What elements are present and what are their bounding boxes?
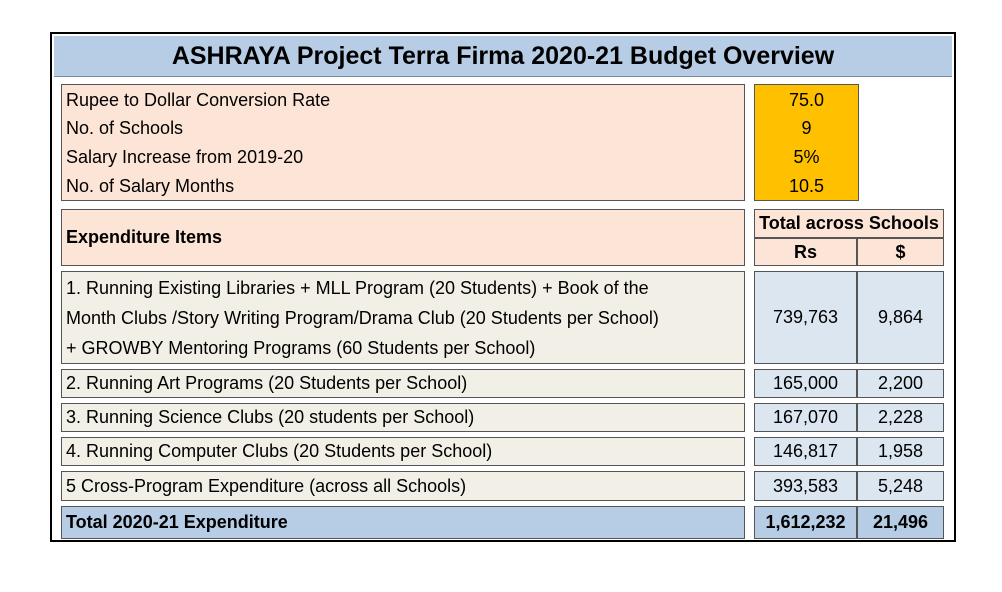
total-rs: 1,612,232 bbox=[754, 506, 857, 539]
row-1-rs: 739,763 bbox=[754, 271, 857, 364]
row-4-usd: 1,958 bbox=[857, 437, 944, 466]
param-value-salary-increase: 5% bbox=[793, 147, 820, 167]
table-title: ASHRAYA Project Terra Firma 2020-21 Budget Overview bbox=[54, 36, 952, 77]
param-label-conversion-rate: Rupee to Dollar Conversion Rate bbox=[66, 90, 331, 110]
parameters-values bbox=[754, 84, 859, 201]
param-label-salary-months: No. of Salary Months bbox=[66, 176, 235, 196]
row-1-label-line-2: Month Clubs /Story Writing Program/Drama Club (20 Students per School) bbox=[66, 307, 659, 328]
budget-table bbox=[50, 32, 956, 542]
row-2-label: 2. Running Art Programs (20 Students per School) bbox=[61, 369, 745, 398]
expenditure-items-header: Expenditure Items bbox=[61, 209, 745, 266]
parameters-labels bbox=[61, 84, 745, 201]
param-value-conversion-rate: 75.0 bbox=[788, 90, 825, 110]
row-3-label: 3. Running Science Clubs (20 students per School) bbox=[61, 403, 745, 432]
param-value-schools: 9 bbox=[801, 118, 812, 138]
row-5-usd: 5,248 bbox=[857, 471, 944, 501]
row-3-rs: 167,070 bbox=[754, 403, 857, 432]
row-1-label-line-1: 1. Running Existing Libraries + MLL Program (20 Students) + Book of the bbox=[66, 277, 649, 298]
row-2-rs: 165,000 bbox=[754, 369, 857, 398]
param-label-salary-increase: Salary Increase from 2019-20 bbox=[66, 147, 304, 167]
total-label: Total 2020-21 Expenditure bbox=[61, 506, 745, 539]
row-4-rs: 146,817 bbox=[754, 437, 857, 466]
row-2-usd: 2,200 bbox=[857, 369, 944, 398]
row-5-rs: 393,583 bbox=[754, 471, 857, 501]
row-1-usd: 9,864 bbox=[857, 271, 944, 364]
row-5-label: 5 Cross-Program Expenditure (across all Schools) bbox=[61, 471, 745, 501]
row-3-usd: 2,228 bbox=[857, 403, 944, 432]
param-label-schools: No. of Schools bbox=[66, 118, 184, 138]
table-row-item bbox=[61, 271, 745, 364]
row-4-label: 4. Running Computer Clubs (20 Students per School) bbox=[61, 437, 745, 466]
param-value-salary-months: 10.5 bbox=[788, 176, 825, 196]
total-across-schools-header: Total across Schools bbox=[754, 209, 944, 238]
rs-column-header: Rs bbox=[754, 238, 857, 266]
usd-column-header: $ bbox=[857, 238, 944, 266]
total-usd: 21,496 bbox=[857, 506, 944, 539]
row-1-label-line-3: + GROWBY Mentoring Programs (60 Students per School) bbox=[66, 337, 536, 358]
